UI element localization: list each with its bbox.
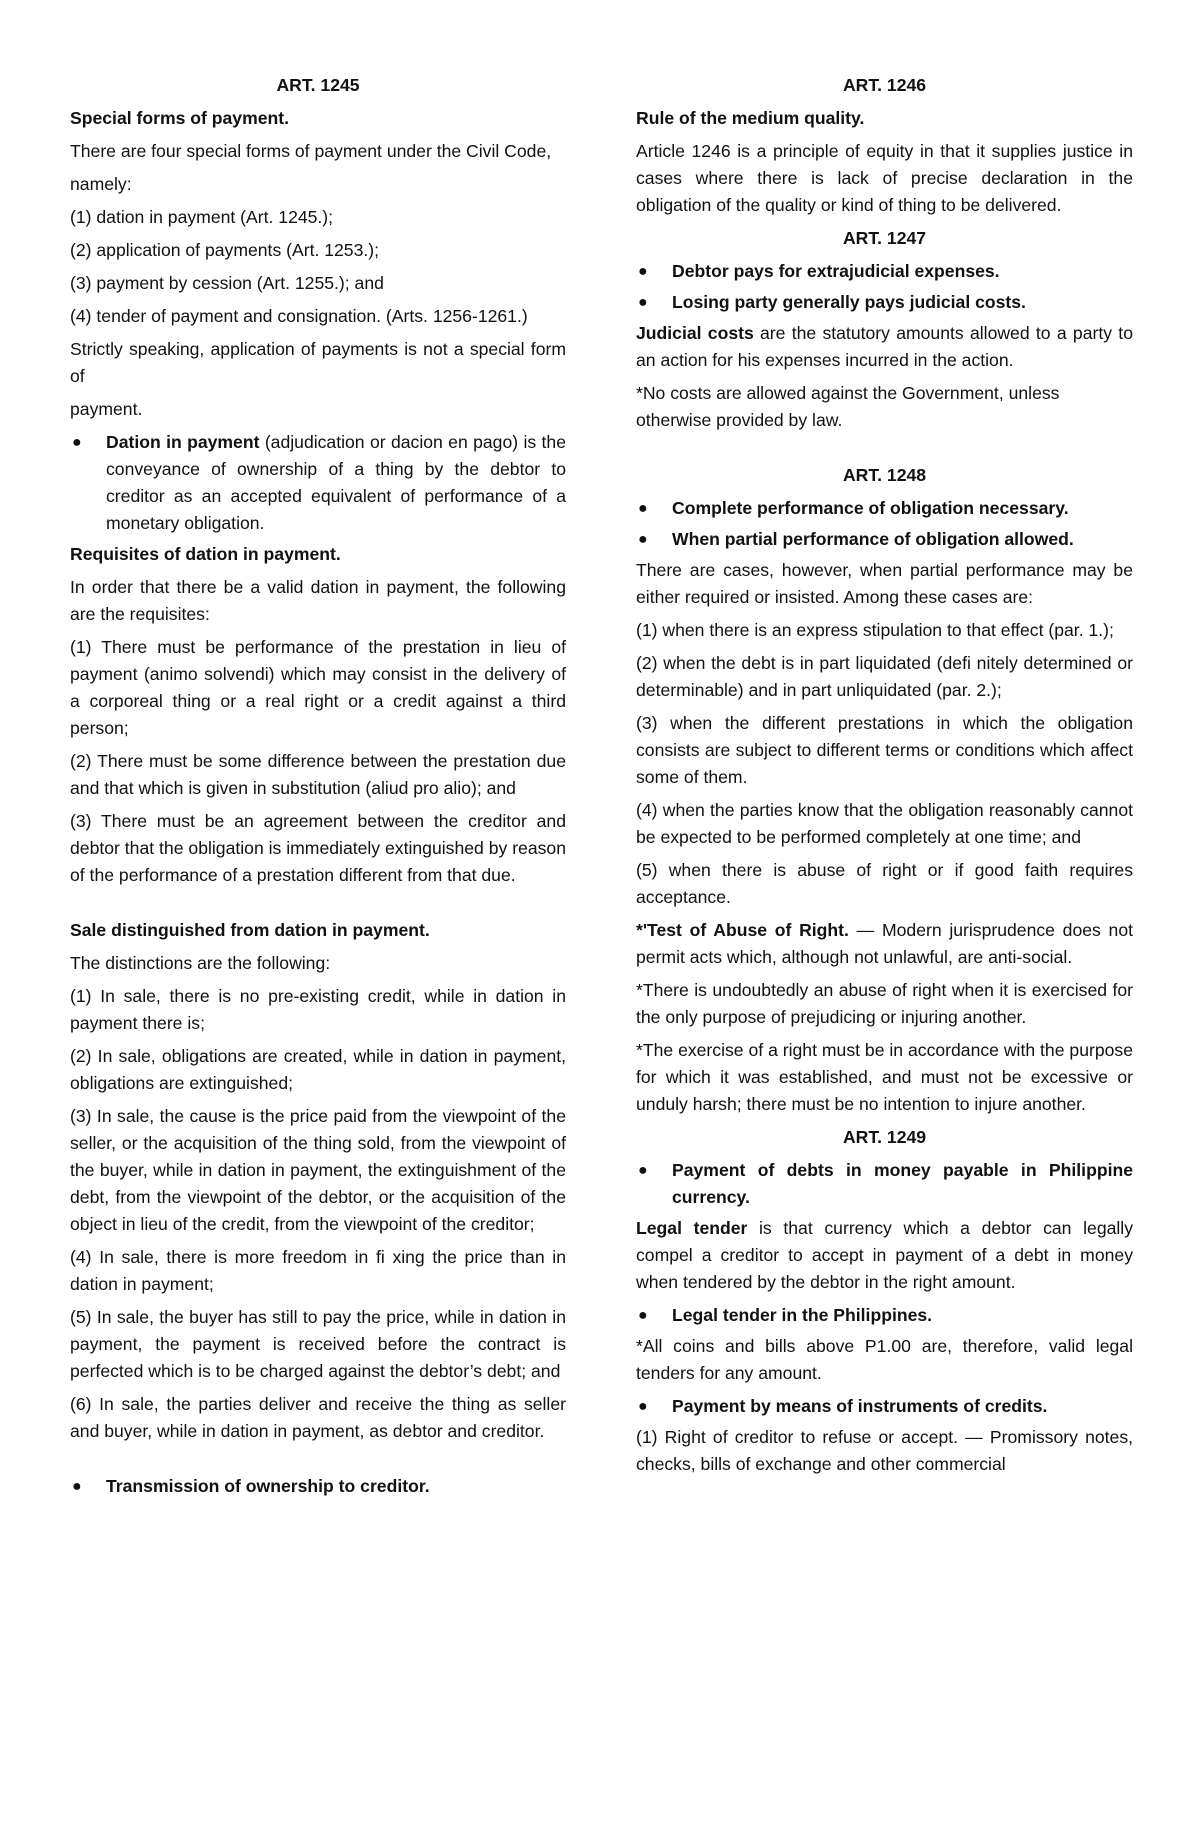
bullet-icon: ● — [638, 1307, 648, 1324]
left-column — [70, 72, 566, 1504]
distinction-item: (5) In sale, the buyer has still to pay the price, while in dation in payment, the payment is received before the contract is perfected which is to be charged against the debtor’s debt; and — [70, 1307, 566, 1381]
art-1247-bullet — [636, 258, 1133, 285]
intro-paragraph: There are four special forms of payment under the Civil Code, — [70, 141, 552, 161]
form-item: (3) payment by cession (Art. 1255.); and — [70, 273, 384, 293]
partial-case: (4) when the parties know that the obligation reasonably cannot be expected to be performed completely at one time; and — [636, 800, 1133, 847]
dation-bold: Dation in payment — [106, 432, 260, 452]
art-1248-heading: ART. 1248 — [842, 465, 927, 485]
distinction-item: (1) In sale, there is no pre-existing credit, while in dation in payment there is; — [70, 986, 566, 1033]
dation-definition: (adjudication or dacion en pago) is the conveyance of ownership of a thing by the debtor to creditor as an accepted equivalent of performance of a monetary obligation. — [106, 432, 566, 533]
form-item: (2) application of payments (Art. 1253.); — [70, 240, 380, 260]
partial-case: (5) when there is abuse of right or if good faith requires acceptance. — [636, 860, 1133, 907]
legal-tender-ph-bullet — [636, 1302, 1133, 1329]
distinction-item: (3) In sale, the cause is the price paid from the viewpoint of the seller, or the acquisition of the thing sold, from the viewpoint of the buyer, while in dation in payment, the extinguishment of the debt, from the viewpoint of the debtor, or the acquisition of the object in lieu of the credit, from the viewpoint of the creditor; — [70, 1106, 566, 1234]
bullet-text: Losing party generally pays judicial costs. — [672, 292, 1026, 312]
namely-text: namely: — [70, 174, 132, 194]
bullet-icon: ● — [638, 263, 648, 280]
requisite-item: (3) There must be an agreement between the creditor and debtor that the obligation is immediately extinguished by reason of the performance of a prestation different from that due. — [70, 811, 566, 885]
judicial-costs-paragraph — [636, 320, 1133, 374]
strictly-paragraph: Strictly speaking, application of payments is not a special form of — [70, 339, 566, 386]
legal-tender-bold: Legal tender — [636, 1218, 748, 1238]
right-refuse-paragraph: (1) Right of creditor to refuse or accept. — Promissory notes, checks, bills of exchange and other commercial — [636, 1427, 1133, 1474]
transmission-bullet — [70, 1473, 566, 1500]
partial-intro: There are cases, however, when partial performance may be either required or insisted. Among these cases are: — [636, 560, 1133, 607]
abuse-paragraph: *The exercise of a right must be in accordance with the purpose for which it was established, and must not be excessive or unduly harsh; there must be no intention to injure another. — [636, 1040, 1133, 1114]
partial-case: (2) when the debt is in part liquidated (defi nitely determined or determinable) and in part unliquidated (par. 2.); — [636, 653, 1133, 700]
art-1247-heading: ART. 1247 — [842, 228, 927, 248]
payment-word: payment. — [70, 399, 143, 419]
coins-note: *All coins and bills above P1.00 are, therefore, valid legal tenders for any amount. — [636, 1336, 1133, 1383]
art-1249-heading: ART. 1249 — [842, 1127, 927, 1147]
bullet-icon: ● — [638, 294, 648, 311]
sale-title: Sale distinguished from dation in payment. — [70, 920, 430, 940]
legal-tender-paragraph — [636, 1215, 1133, 1296]
dation-bullet — [70, 429, 566, 537]
legal-tender-rest: is that currency which a debtor can legally compel a creditor to accept in payment of a debt in money when tendered by the debtor in the right amount. — [636, 1218, 1134, 1292]
art-1246-heading: ART. 1246 — [842, 75, 927, 95]
bullet-text: Payment by means of instruments of credits. — [672, 1396, 1048, 1416]
medium-quality-title: Rule of the medium quality. — [636, 108, 865, 128]
requisite-item: (2) There must be some difference between the prestation due and that which is given in substitution (aliud pro alio); and — [70, 751, 566, 798]
transmission-text: Transmission of ownership to creditor. — [106, 1476, 430, 1496]
art-1249-bullet — [636, 1157, 1133, 1211]
requisites-title: Requisites of dation in payment. — [70, 544, 341, 564]
judicial-costs-rest: are the statutory amounts allowed to a party to an action for his expenses incurred in the action. — [636, 323, 1133, 370]
bullet-text: Complete performance of obligation necessary. — [672, 498, 1069, 518]
right-column — [636, 72, 1133, 1484]
bullet-text: Legal tender in the Philippines. — [672, 1305, 933, 1325]
bullet-icon: ● — [72, 434, 82, 451]
abuse-bold: *'Test of Abuse of Right. — [636, 920, 849, 940]
abuse-paragraph: *There is undoubtedly an abuse of right when it is exercised for the only purpose of prejudicing or injuring another. — [636, 980, 1133, 1027]
form-item: (1) dation in payment (Art. 1245.); — [70, 207, 334, 227]
partial-case: (1) when there is an express stipulation to that effect (par. 1.); — [636, 620, 1114, 640]
form-item: (4) tender of payment and consignation. (Arts. 1256-1261.) — [70, 306, 528, 326]
partial-case: (3) when the different prestations in which the obligation consists are subject to different terms or conditions which affect some of them. — [636, 713, 1133, 787]
bullet-icon: ● — [72, 1478, 82, 1495]
abuse-rest: — Modern jurisprudence does not permit acts which, although not unlawful, are anti-social. — [636, 920, 1133, 967]
distinction-item: (2) In sale, obligations are created, while in dation in payment, obligations are extinguished; — [70, 1046, 566, 1093]
distinction-item: (6) In sale, the parties deliver and receive the thing as seller and buyer, while in dation in payment, as debtor and creditor. — [70, 1394, 566, 1441]
no-costs-note: *No costs are allowed against the Government, unless otherwise provided by law. — [636, 383, 1060, 430]
instruments-bullet — [636, 1393, 1133, 1420]
bullet-icon: ● — [638, 531, 648, 548]
sale-intro: The distinctions are the following: — [70, 953, 331, 973]
art-1246-paragraph: Article 1246 is a principle of equity in that it supplies justice in cases where there is lack of precise declaration in the obligation of the quality or kind of thing to be delivered. — [636, 141, 1133, 215]
bullet-text: When partial performance of obligation allowed. — [672, 529, 1074, 549]
requisite-item: (1) There must be performance of the prestation in lieu of payment (animo solvendi) which may consist in the delivery of a corporeal thing or a real right or a credit against a third person; — [70, 637, 566, 738]
requisites-intro: In order that there be a valid dation in payment, the following are the requisites: — [70, 577, 566, 624]
distinction-item: (4) In sale, there is more freedom in fi xing the price than in dation in payment; — [70, 1247, 566, 1294]
art-1247-bullet — [636, 289, 1133, 316]
bullet-icon: ● — [638, 500, 648, 517]
bullet-text: Payment of debts in money payable in Philippine currency. — [672, 1160, 1133, 1207]
art-1248-bullet — [636, 495, 1133, 522]
art-1248-bullet — [636, 526, 1133, 553]
special-forms-title: Special forms of payment. — [70, 108, 290, 128]
bullet-icon: ● — [638, 1162, 648, 1179]
bullet-icon: ● — [638, 1398, 648, 1415]
art-1245-heading: ART. 1245 — [276, 75, 360, 95]
bullet-text: Debtor pays for extrajudicial expenses. — [672, 261, 1000, 281]
judicial-costs-bold: Judicial costs — [636, 323, 754, 343]
abuse-test-paragraph — [636, 917, 1133, 971]
